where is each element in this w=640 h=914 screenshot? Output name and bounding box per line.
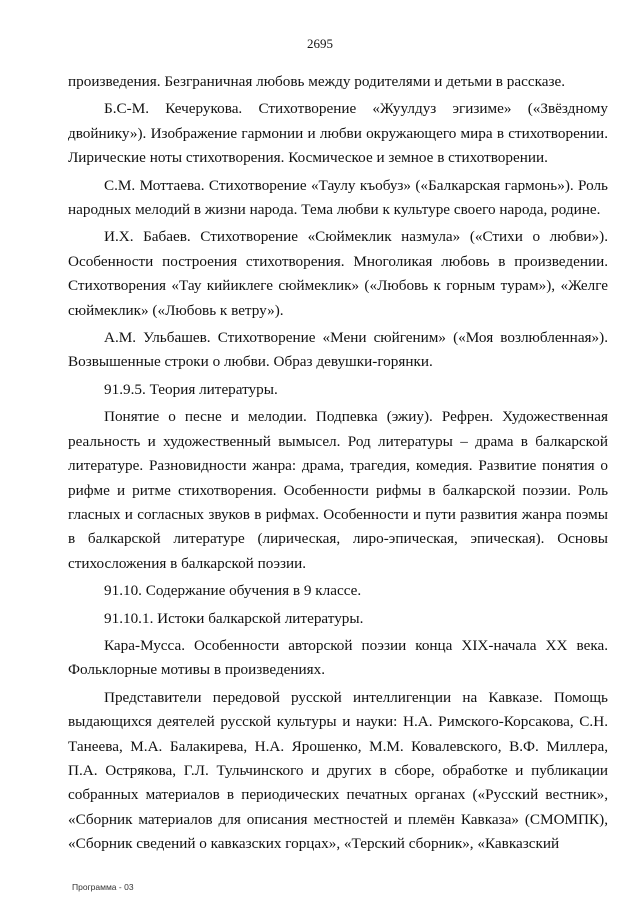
document-body <box>68 70 608 860</box>
section-heading-grade9: 91.10. Содержание обучения в 9 классе. <box>104 582 362 600</box>
paragraph-kecherukova: Б.С-М. Кечерукова. Стихотворение «Жуулдуз эгизиме» («Звёздному двойнику»). Изображение гармонии и любви окружающего мира в стихотворении. Лирические ноты стихотворения. Космическое и земное в стихотворении. <box>68 100 608 167</box>
page-number: 2695 <box>307 36 333 51</box>
paragraph-theory: Понятие о песне и мелодии. Подпевка (эжиу). Рефрен. Художественная реальность и художественный вымысел. Род литературы – драма в балкарской литературе. Разновидности жанра: драма, трагедия, комедия. Развитие понятия о рифме и ритме стихотворения. Особенности рифмы в балкарской поэзии. Роль гласных и согласных звуков в рифмах. Особенности и пути развития жанра поэмы в балкарской литературе (лирическая, лиро-эпическая, эпическая). Основы стихосложения в балкарской поэзии. <box>68 408 608 572</box>
paragraph-intelligentsia: Представители передовой русской интеллигенции на Кавказе. Помощь выдающихся деятелей русской культуры и науки: Н.А. Римского-Корсакова, С.Н. Танеева, М.А. Балакирева, Н.А. Ярошенко, М.М. Ковалевского, В.Ф. Миллера, П.А. Острякова, Г.Л. Тульчинского и других в сборе, обработке и публикации собранных материалов в периодических печатных органах («Русский вестник», «Сборник материалов для описания местностей и племён Кавказа» (СМОМПК), «Сборник сведений о кавказских горцах», «Терский сборник», «Кавказский <box>68 688 608 853</box>
paragraph-babaev: И.Х. Бабаев. Стихотворение «Сюймеклик назмула» («Стихи о любви»). Особенности построения стихотворения. Многоликая любовь в произведении. Стихотворения «Тау кийиклеге сюймеклик» («Любовь к горным турам»), «Желге сюймеклик» («Любовь к ветру»). <box>68 228 608 319</box>
section-heading-theory: 91.9.5. Теория литературы. <box>104 380 278 398</box>
section-heading-origins: 91.10.1. Истоки балкарской литературы. <box>104 609 364 627</box>
paragraph-continuation: произведения. Безграничная любовь между родителями и детьми в рассказе. <box>68 73 566 90</box>
page-footer: Программа - 03 <box>72 882 134 892</box>
paragraph-mottaeva: С.М. Моттаева. Стихотворение «Таулу къобуз» («Балкарская гармонь»). Роль народных мелодий в жизни народа. Тема любви к культуре своего народа, родине. <box>68 176 608 219</box>
paragraph-ulbashev: А.М. Ульбашев. Стихотворение «Мени сюйгеним» («Моя возлюбленная»). Возвышенные строки о любви. Образ девушки-горянки. <box>68 329 608 371</box>
paragraph-kara-mussa: Кара-Мусса. Особенности авторской поэзии конца XIX-начала XX века. Фольклорные мотивы в произведениях. <box>68 636 608 679</box>
